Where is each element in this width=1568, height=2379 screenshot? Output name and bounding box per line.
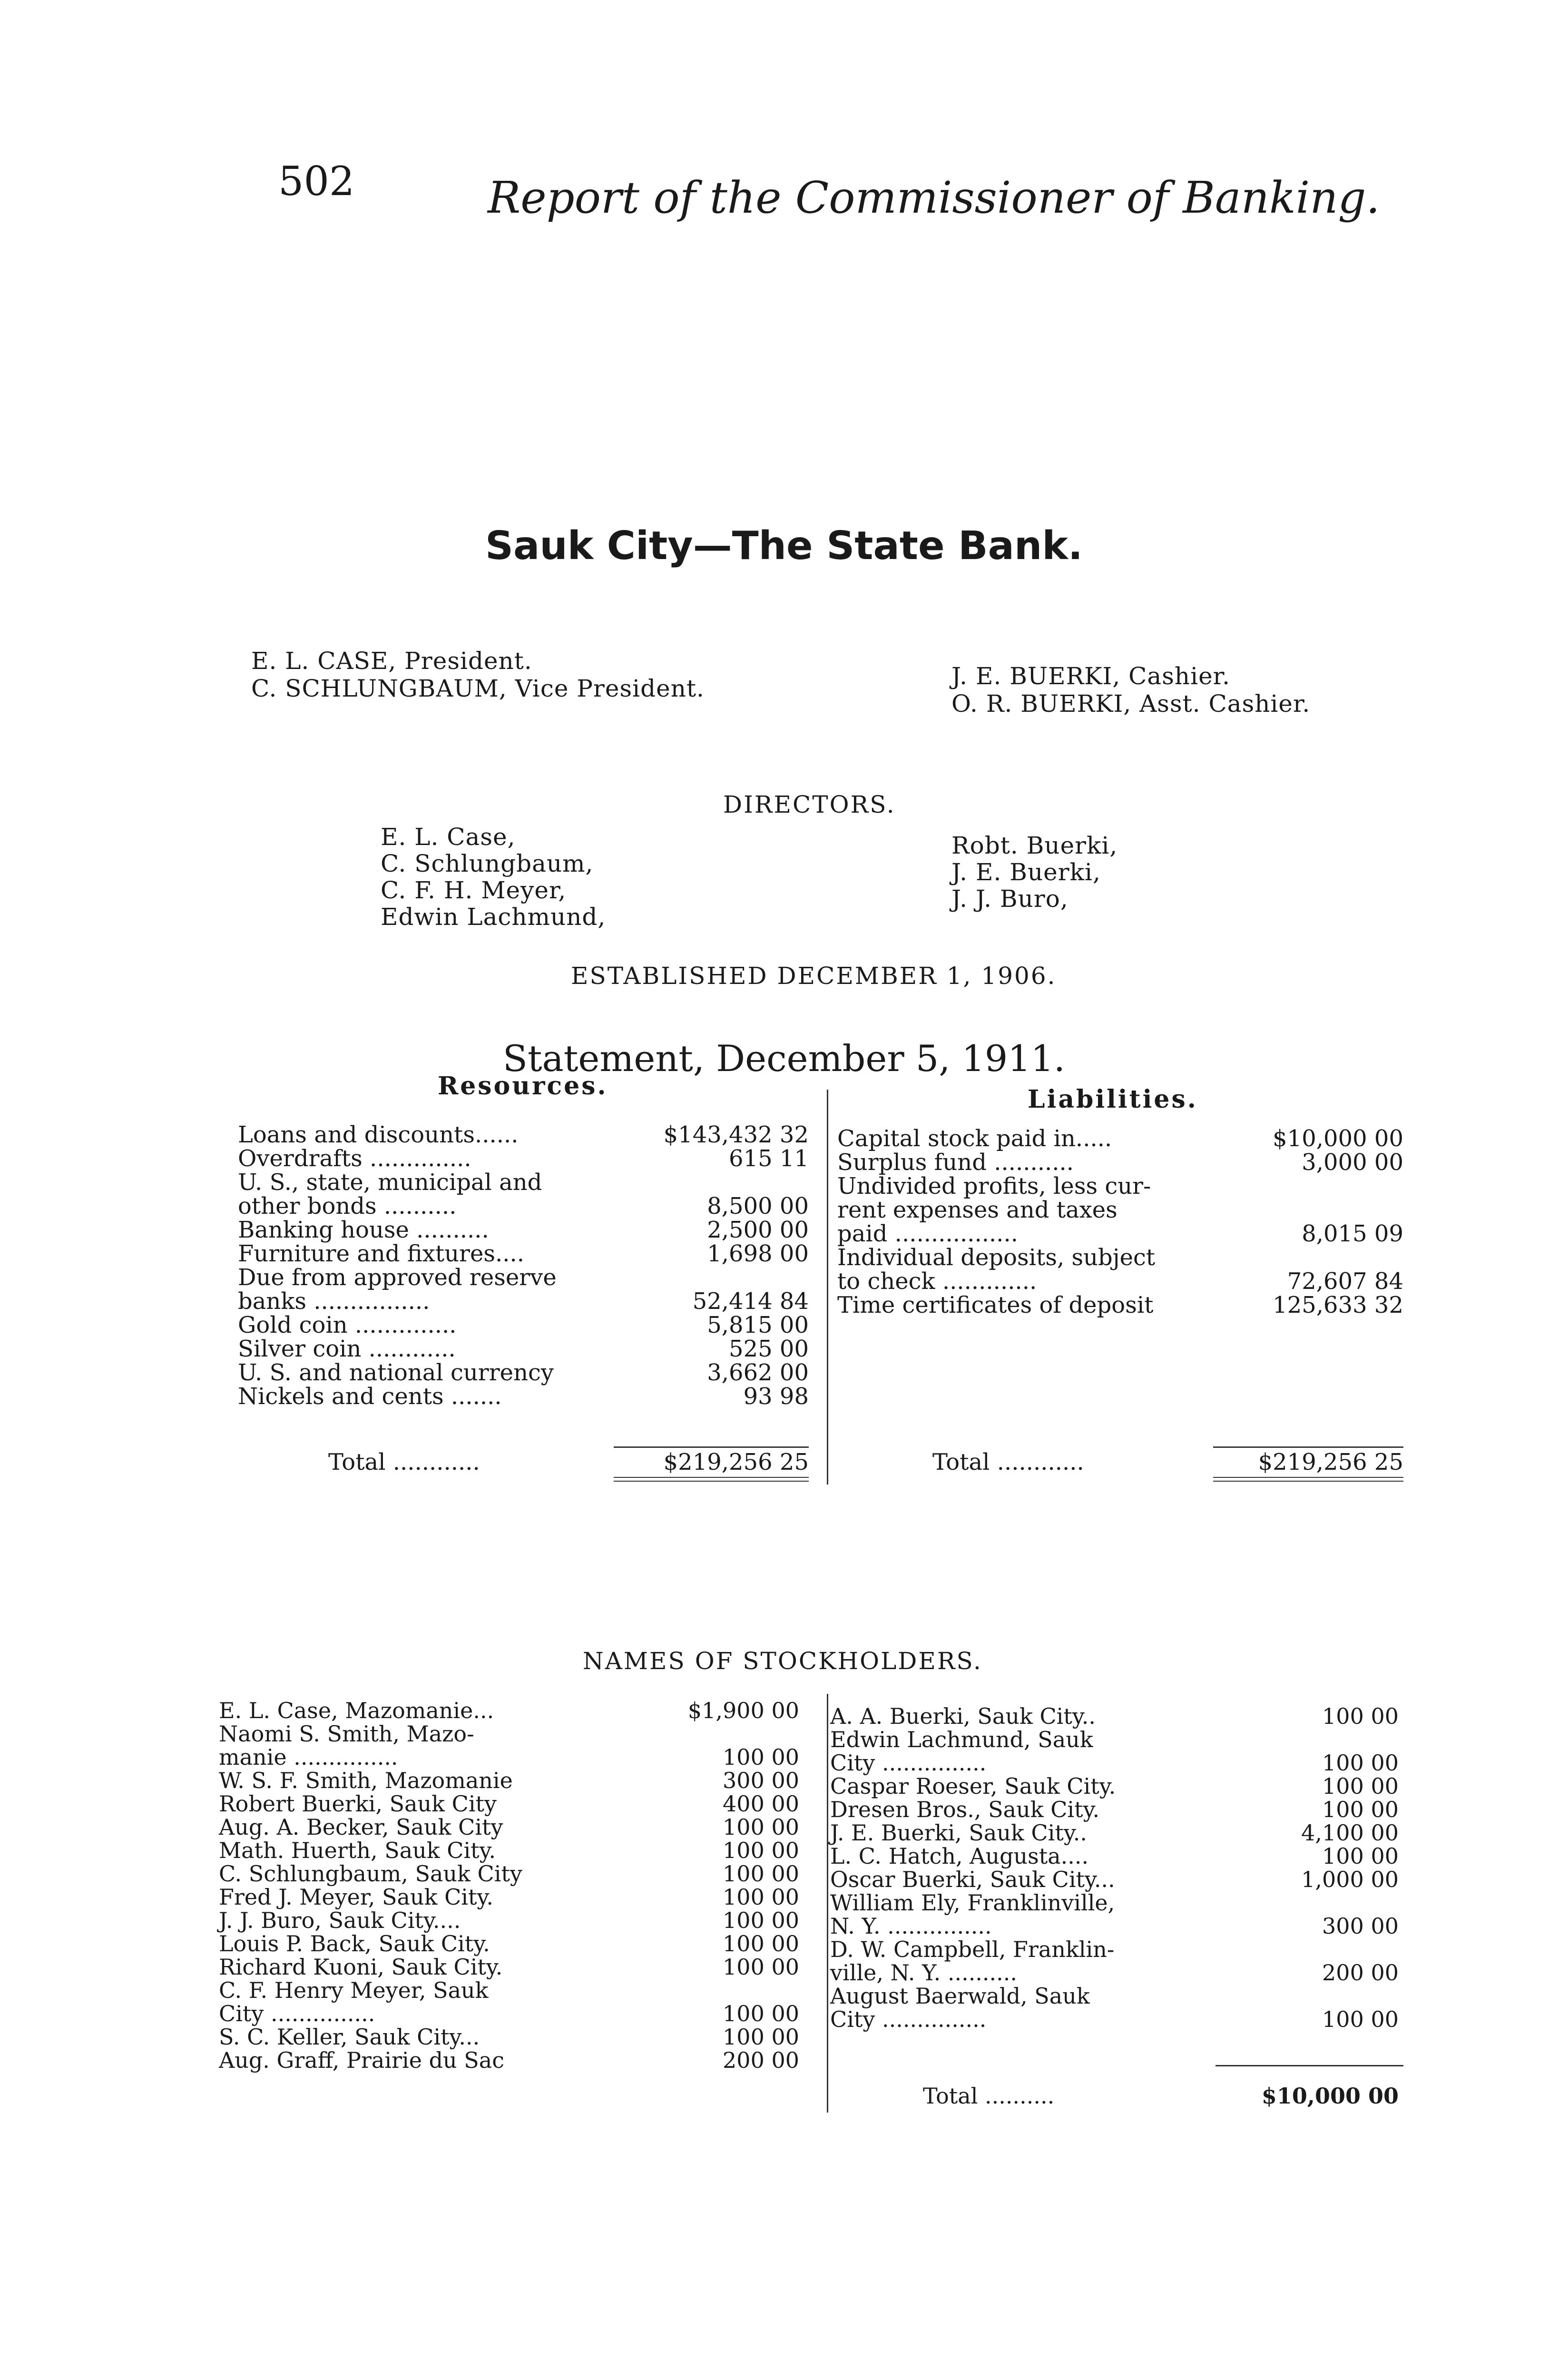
liability-label: rent expenses and taxes bbox=[837, 1197, 1117, 1223]
resource-row bbox=[238, 1361, 809, 1385]
stockholder-amount: 100 00 bbox=[1322, 1703, 1399, 1729]
resource-row bbox=[238, 1337, 809, 1361]
stockholder-label: ville, N. Y. .......... bbox=[830, 1960, 1018, 1986]
resource-amount: $143,432 32 bbox=[663, 1121, 809, 1148]
liability-label: Undivided profits, less cur- bbox=[837, 1173, 1151, 1199]
stockholder-row bbox=[219, 2026, 799, 2048]
liabilities-total-label: Total ............ bbox=[932, 1449, 1084, 1475]
stockholder-row bbox=[219, 1770, 799, 1791]
resource-label: Silver coin ............ bbox=[238, 1336, 456, 1362]
stockholder-amount: 100 00 bbox=[723, 1838, 799, 1863]
stockholder-row bbox=[219, 1793, 799, 1815]
resource-label: U. S. and national currency bbox=[238, 1359, 554, 1386]
stockholder-label: August Baerwald, Sauk bbox=[830, 1983, 1090, 2009]
resource-label: Loans and discounts...... bbox=[238, 1121, 519, 1148]
resources-total-rule bbox=[614, 1446, 809, 1448]
stockholder-row bbox=[219, 2049, 799, 2071]
director-left-4: Edwin Lachmund, bbox=[381, 903, 606, 931]
liability-row bbox=[837, 1246, 1403, 1269]
stockholder-amount: 1,000 00 bbox=[1301, 1867, 1399, 1892]
running-title: Report of the Commissioner of Banking. bbox=[488, 172, 1380, 223]
resources-total-underline-1 bbox=[614, 1477, 809, 1478]
officer-vice-president: C. SCHLUNGBAUM, Vice President. bbox=[251, 675, 705, 702]
stockholder-row bbox=[830, 1985, 1399, 2007]
resource-amount: 2,500 00 bbox=[707, 1217, 809, 1243]
stockholder-label: C. Schlungbaum, Sauk City bbox=[219, 1861, 522, 1887]
director-right-1: Robt. Buerki, bbox=[951, 832, 1118, 859]
liabilities-total-row bbox=[837, 1450, 1403, 1474]
stockholders-total-rule bbox=[1215, 2065, 1403, 2066]
resource-label: other bonds .......... bbox=[238, 1193, 457, 1219]
stockholder-row bbox=[830, 1822, 1399, 1844]
stockholder-amount: 100 00 bbox=[723, 1744, 799, 1770]
statement-divider bbox=[827, 1090, 828, 1484]
stockholder-row bbox=[219, 1746, 799, 1768]
liability-amount: $10,000 00 bbox=[1273, 1125, 1403, 1152]
director-left-1: E. L. Case, bbox=[381, 823, 516, 851]
resources-heading: Resources. bbox=[438, 1072, 608, 1101]
stockholder-label: City ............... bbox=[830, 1750, 987, 1776]
stockholder-label: E. L. Case, Mazomanie... bbox=[219, 1698, 494, 1723]
stockholder-row bbox=[830, 1915, 1399, 1937]
liability-amount: 8,015 09 bbox=[1302, 1220, 1403, 1247]
stockholder-amount: 300 00 bbox=[723, 1768, 799, 1793]
stockholder-label: City ............... bbox=[830, 2006, 987, 2032]
liability-row bbox=[837, 1174, 1403, 1198]
stockholder-row bbox=[830, 1892, 1399, 1914]
liability-row bbox=[837, 1293, 1403, 1317]
liability-row bbox=[837, 1150, 1403, 1174]
page-number: 502 bbox=[278, 158, 355, 205]
resource-label: U. S., state, municipal and bbox=[238, 1169, 542, 1196]
director-right-3: J. J. Buro, bbox=[951, 885, 1068, 913]
bank-title: Sauk City—The State Bank. bbox=[485, 523, 1083, 569]
stockholder-amount: 100 00 bbox=[723, 2024, 799, 2050]
stockholders-heading: NAMES OF STOCKHOLDERS. bbox=[583, 1647, 982, 1675]
stockholder-label: Aug. Graff, Prairie du Sac bbox=[219, 2047, 504, 2073]
liabilities-total-amount: $219,256 25 bbox=[1258, 1449, 1403, 1475]
resource-amount: 3,662 00 bbox=[707, 1359, 809, 1386]
stockholder-label: S. C. Keller, Sauk City... bbox=[219, 2024, 480, 2050]
resource-amount: 5,815 00 bbox=[707, 1312, 809, 1338]
resource-label: Nickels and cents ....... bbox=[238, 1383, 502, 1410]
resource-row bbox=[238, 1170, 809, 1194]
liabilities-heading: Liabilities. bbox=[1028, 1085, 1198, 1114]
liability-amount: 125,633 32 bbox=[1273, 1292, 1403, 1318]
stockholder-row bbox=[830, 1938, 1399, 1960]
stockholder-amount: 200 00 bbox=[723, 2047, 799, 2073]
stockholder-row bbox=[219, 1863, 799, 1885]
stockholder-label: Math. Huerth, Sauk City. bbox=[219, 1838, 496, 1863]
stockholder-label: manie ............... bbox=[219, 1744, 398, 1770]
stockholder-label: Caspar Roeser, Sauk City. bbox=[830, 1773, 1116, 1799]
stockholder-label: William Ely, Franklinville, bbox=[830, 1890, 1115, 1916]
stockholder-label: L. C. Hatch, Augusta.... bbox=[830, 1843, 1089, 1869]
stockholder-amount: 100 00 bbox=[723, 1884, 799, 1910]
resource-row bbox=[238, 1123, 809, 1147]
stockholder-amount: 100 00 bbox=[723, 2001, 799, 2026]
resource-row bbox=[238, 1289, 809, 1313]
stockholders-total-amount: $10,000 00 bbox=[1261, 2083, 1399, 2109]
stockholder-amount: 300 00 bbox=[1322, 1913, 1399, 1939]
stockholder-row bbox=[830, 1752, 1399, 1774]
stockholder-label: Louis P. Back, Sauk City. bbox=[219, 1931, 490, 1956]
stockholders-total-row bbox=[837, 2085, 1399, 2107]
stockholder-row bbox=[219, 1816, 799, 1838]
directors-heading: DIRECTORS. bbox=[723, 791, 896, 818]
stockholder-label: N. Y. ............... bbox=[830, 1913, 992, 1939]
stockholder-row bbox=[219, 1723, 799, 1745]
director-right-2: J. E. Buerki, bbox=[951, 858, 1101, 886]
liability-row bbox=[837, 1127, 1403, 1150]
stockholder-row bbox=[830, 1799, 1399, 1820]
resource-label: banks ................ bbox=[238, 1288, 430, 1315]
stockholder-row bbox=[219, 1956, 799, 1978]
stockholder-amount: 100 00 bbox=[1322, 1773, 1399, 1799]
stockholder-label: A. A. Buerki, Sauk City.. bbox=[830, 1703, 1096, 1729]
stockholder-row bbox=[830, 1845, 1399, 1867]
stockholder-row bbox=[219, 1933, 799, 1955]
liability-row bbox=[837, 1222, 1403, 1246]
resource-label: Overdrafts .............. bbox=[238, 1145, 471, 1172]
stockholder-label: Edwin Lachmund, Sauk bbox=[830, 1727, 1093, 1752]
resource-amount: 8,500 00 bbox=[707, 1193, 809, 1219]
stockholder-label: Dresen Bros., Sauk City. bbox=[830, 1797, 1100, 1822]
stockholder-row bbox=[830, 1729, 1399, 1750]
resource-amount: 615 11 bbox=[729, 1145, 809, 1172]
resource-row bbox=[238, 1218, 809, 1242]
stockholder-label: Richard Kuoni, Sauk City. bbox=[219, 1954, 503, 1980]
stockholders-total-label: Total .......... bbox=[923, 2083, 1055, 2109]
stockholder-label: Naomi S. Smith, Mazo- bbox=[219, 1721, 474, 1747]
stockholder-row bbox=[219, 1839, 799, 1861]
resource-label: Gold coin .............. bbox=[238, 1312, 457, 1338]
liabilities-total-underline-2 bbox=[1213, 1481, 1403, 1482]
liability-label: Time certificates of deposit bbox=[837, 1292, 1154, 1318]
resource-label: Furniture and fixtures.... bbox=[238, 1240, 525, 1267]
stockholder-label: D. W. Campbell, Franklin- bbox=[830, 1937, 1115, 1962]
stockholder-amount: 4,100 00 bbox=[1301, 1820, 1399, 1846]
stockholder-row bbox=[219, 1979, 799, 2001]
resource-amount: 1,698 00 bbox=[707, 1240, 809, 1267]
stockholder-amount: 100 00 bbox=[723, 1861, 799, 1887]
stockholder-amount: 400 00 bbox=[723, 1791, 799, 1817]
stockholder-label: W. S. F. Smith, Mazomanie bbox=[219, 1768, 513, 1793]
stockholder-label: J. E. Buerki, Sauk City.. bbox=[830, 1820, 1087, 1846]
stockholder-amount: 100 00 bbox=[723, 1954, 799, 1980]
stockholder-row bbox=[219, 2003, 799, 2025]
stockholders-divider bbox=[827, 1694, 828, 2113]
liability-label: Individual deposits, subject bbox=[837, 1244, 1156, 1271]
stockholder-amount: $1,900 00 bbox=[687, 1698, 799, 1723]
resource-row bbox=[238, 1266, 809, 1289]
stockholder-label: City ............... bbox=[219, 2001, 375, 2026]
established-line: ESTABLISHED DECEMBER 1, 1906. bbox=[571, 962, 1057, 990]
director-left-3: C. F. H. Meyer, bbox=[381, 876, 567, 904]
stockholder-label: C. F. Henry Meyer, Sauk bbox=[219, 1977, 489, 2003]
officer-asst-cashier: O. R. BUERKI, Asst. Cashier. bbox=[951, 690, 1311, 718]
liability-row bbox=[837, 1198, 1403, 1222]
liability-amount: 3,000 00 bbox=[1302, 1149, 1403, 1176]
stockholder-amount: 100 00 bbox=[1322, 1750, 1399, 1776]
liability-label: paid ................. bbox=[837, 1220, 1019, 1247]
liabilities-total-underline-1 bbox=[1213, 1477, 1403, 1478]
stockholder-amount: 100 00 bbox=[723, 1907, 799, 1933]
resources-total-label: Total ............ bbox=[328, 1449, 480, 1475]
officer-cashier: J. E. BUERKI, Cashier. bbox=[951, 662, 1230, 690]
resources-total-row bbox=[238, 1450, 809, 1474]
resource-amount: 525 00 bbox=[729, 1336, 809, 1362]
stockholder-amount: 100 00 bbox=[1322, 2006, 1399, 2032]
statement-title: Statement, December 5, 1911. bbox=[502, 1037, 1066, 1080]
stockholder-label: J. J. Buro, Sauk City.... bbox=[219, 1907, 461, 1933]
stockholder-row bbox=[219, 1909, 799, 1931]
director-left-2: C. Schlungbaum, bbox=[381, 850, 594, 877]
stockholder-row bbox=[830, 1962, 1399, 1984]
stockholder-amount: 100 00 bbox=[723, 1814, 799, 1840]
resources-total-amount: $219,256 25 bbox=[663, 1449, 809, 1475]
stockholder-row bbox=[219, 1700, 799, 1721]
liability-label: to check ............. bbox=[837, 1268, 1037, 1295]
resource-label: Due from approved reserve bbox=[238, 1264, 557, 1291]
liability-label: Surplus fund ........... bbox=[837, 1149, 1074, 1176]
officer-president: E. L. CASE, President. bbox=[251, 647, 532, 675]
stockholder-row bbox=[219, 1886, 799, 1908]
resource-amount: 93 98 bbox=[743, 1383, 809, 1410]
resource-row bbox=[238, 1242, 809, 1266]
stockholder-row bbox=[830, 1868, 1399, 1890]
stockholder-label: Fred J. Meyer, Sauk City. bbox=[219, 1884, 493, 1910]
stockholder-amount: 100 00 bbox=[1322, 1843, 1399, 1869]
resource-label: Banking house .......... bbox=[238, 1217, 489, 1243]
liability-row bbox=[837, 1269, 1403, 1293]
stockholder-amount: 100 00 bbox=[723, 1931, 799, 1956]
stockholder-amount: 200 00 bbox=[1322, 1960, 1399, 1986]
resource-row bbox=[238, 1313, 809, 1337]
stockholder-row bbox=[830, 1775, 1399, 1797]
stockholder-row bbox=[830, 2008, 1399, 2030]
resource-row bbox=[238, 1385, 809, 1408]
liabilities-total-rule bbox=[1213, 1446, 1403, 1448]
resource-row bbox=[238, 1147, 809, 1170]
stockholder-label: Aug. A. Becker, Sauk City bbox=[219, 1814, 503, 1840]
resource-amount: 52,414 84 bbox=[692, 1288, 809, 1315]
liability-label: Capital stock paid in..... bbox=[837, 1125, 1112, 1152]
stockholder-label: Robert Buerki, Sauk City bbox=[219, 1791, 497, 1817]
liability-amount: 72,607 84 bbox=[1287, 1268, 1403, 1295]
stockholder-amount: 100 00 bbox=[1322, 1797, 1399, 1822]
stockholder-label: Oscar Buerki, Sauk City... bbox=[830, 1867, 1115, 1892]
resources-total-underline-2 bbox=[614, 1481, 809, 1482]
stockholder-row bbox=[830, 1705, 1399, 1727]
resource-row bbox=[238, 1194, 809, 1218]
